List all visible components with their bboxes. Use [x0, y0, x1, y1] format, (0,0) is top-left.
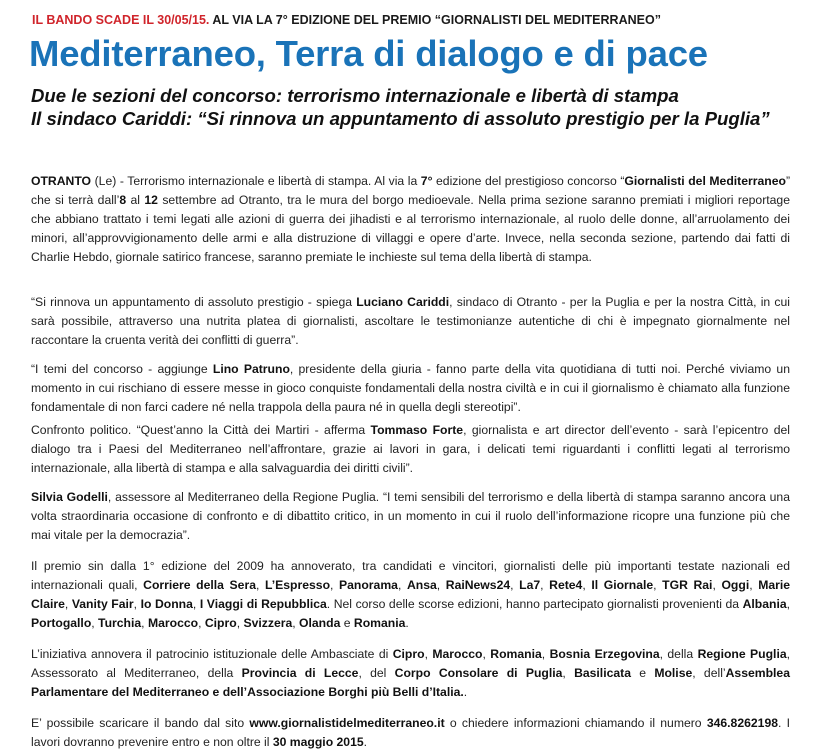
bold-text: Marocco: [432, 647, 483, 661]
text-run: ,: [198, 616, 205, 630]
bold-text: Bosnia Erzegovina: [549, 647, 660, 661]
headline: Mediterraneo, Terra di dialogo e di pace: [29, 33, 708, 74]
text-run: ,: [236, 616, 244, 630]
text-run: e: [340, 616, 354, 630]
bold-text: Rete4: [549, 578, 583, 592]
text-run: ,: [292, 616, 300, 630]
text-run: settembre ad Otranto, tra le mura del borgo medioevale. Nella prima sezione saranno premiati i migliori reportage che abbiano trattato i temi legati alle azioni di guerra dei jihadisti e al terrorismo internazionale, al ruolo delle donne, all’arruolamento dei minori, all’approvvigionamento delle armi e alla distruzione di villaggi e opere d’arte. Invece, nella seconda sezione, partendo dai fatti di Charlie Hebdo, giornale satirico francese, saranno premiate le inchieste sul tema della libertà di stampa.: [31, 193, 790, 264]
kicker-text: AL VIA LA 7° EDIZIONE DEL PREMIO “GIORNALISTI DEL MEDITERRANEO”: [209, 13, 661, 27]
text-run: .: [405, 616, 409, 630]
text-run: .: [363, 735, 368, 749]
bold-text: Svizzera: [243, 616, 293, 630]
bold-text: Marie Claire: [31, 578, 791, 611]
text-run: “Si rinnova un appuntamento di assoluto prestigio - spiega: [31, 295, 357, 309]
text-run: ,: [749, 578, 759, 592]
bold-text: Silvia Godelli: [31, 490, 108, 504]
text-run: “I temi del concorso - aggiunge: [31, 362, 213, 376]
bold-text: 346.8262198: [706, 716, 778, 730]
bold-text: I Viaggi di Repubblica: [199, 597, 327, 611]
bold-text: Marocco: [147, 616, 199, 630]
text-run: , sindaco di Otranto - per la Puglia e per la nostra Città, in cui sarà possibile, attraverso una nutrita platea di giornalisti, ascoltare le testimonianze autentiche di chi è impegnato giornalmente nel raccontare la cruenta verità dei conflitti di guerra”.: [31, 295, 790, 347]
paragraph-patruno-quote: [31, 360, 790, 417]
paragraph-forte-quote: [31, 421, 790, 478]
text-run: ,: [482, 647, 491, 661]
text-run: , dell’: [692, 666, 726, 680]
text-run: ,: [397, 578, 407, 592]
bold-text: www.giornalistidelmediterraneo.it: [249, 716, 445, 730]
bold-text: RaiNews24: [445, 578, 511, 592]
bold-text: Vanity Fair: [71, 597, 134, 611]
text-run: ,: [141, 616, 148, 630]
text-run: ,: [712, 578, 722, 592]
paragraph-patronage: [31, 645, 790, 702]
text-run: L’iniziativa annovera il patrocinio istituzionale delle Ambasciate di: [31, 647, 393, 661]
bold-text: Io Donna: [140, 597, 193, 611]
text-run: (Le) - Terrorismo internazionale e libertà di stampa. Al via la: [91, 174, 421, 188]
text-run: ,: [192, 597, 200, 611]
text-run: ,: [653, 578, 663, 592]
text-run: Confronto politico. “Quest’anno la Città dei Martiri - afferma: [31, 423, 371, 437]
bold-text: Giornalisti del Mediterraneo: [624, 174, 786, 188]
bold-text: Lino Patruno: [212, 362, 290, 376]
text-run: ,: [562, 666, 575, 680]
bold-text: Portogallo: [31, 616, 92, 630]
text-run: . Nel corso delle scorse edizioni, hanno partecipato giornalisti provenienti da: [326, 597, 743, 611]
bold-text: Basilicata: [574, 666, 631, 680]
bold-text: 7°: [420, 174, 433, 188]
text-run: , giornalista e art director dell’evento - sarà l’epicentro del dialogo tra i Paesi del Mediterraneo nell’affrontare, grazie ai lavori in gara, i delicati temi riguardanti i conflitti legati al terrorismo internazionale, alla libertà di stampa e alla salvaguardia dei diritti civili”.: [31, 423, 790, 475]
subheadline-1: Due le sezioni del concorso: terrorismo internazionale e libertà di stampa: [31, 85, 679, 106]
text-run: ,: [582, 578, 592, 592]
text-run: , presidente della giuria - fanno parte della vita quotidiana di tutti noi. Perché viviamo un momento in cui rischiano di essere messe in gioco conquiste fondamentali della nostra civiltà e in cui il giornalismo è chiamato alla funzione fondamentale di non farci cadere né nella trappola della paura né in quella degli stereotipi”.: [31, 362, 790, 414]
bold-text: Cipro: [392, 647, 425, 661]
text-run: . I lavori dovranno prevenire entro e non oltre il: [31, 716, 790, 749]
bold-text: Corpo Consolare di Puglia: [394, 666, 563, 680]
bold-text: OTRANTO: [31, 174, 92, 188]
text-run: ,: [541, 647, 550, 661]
text-run: ,: [424, 647, 433, 661]
text-run: e: [630, 666, 655, 680]
bold-text: Corriere della Sera: [143, 578, 256, 592]
text-run: ,: [510, 578, 520, 592]
text-run: .: [463, 685, 468, 699]
text-run: , del: [358, 666, 395, 680]
paragraph-cariddi-quote: [31, 293, 790, 350]
text-run: ,: [330, 578, 340, 592]
bold-text: 8: [119, 193, 127, 207]
bold-text: Regione Puglia: [697, 647, 787, 661]
text-run: ,: [436, 578, 446, 592]
bold-text: 12: [144, 193, 158, 207]
subheadline-2: Il sindaco Cariddi: “Si rinnova un appuntamento di assoluto prestigio per la Puglia”: [31, 108, 770, 129]
bold-text: TGR Rai: [662, 578, 713, 592]
paragraph-intro: [31, 172, 790, 267]
bold-text: Oggi: [721, 578, 750, 592]
bold-text: Il Giornale: [591, 578, 654, 592]
text-run: ,: [786, 597, 791, 611]
bold-text: Tommaso Forte: [370, 423, 464, 437]
paragraph-contacts: [31, 714, 790, 752]
text-run: , della: [659, 647, 698, 661]
bold-text: Luciano Cariddi: [356, 295, 450, 309]
text-run: ,: [133, 597, 141, 611]
bold-text: Ansa: [406, 578, 437, 592]
bold-text: Olanda: [299, 616, 341, 630]
bold-text: Romania: [490, 647, 542, 661]
deadline-notice: IL BANDO SCADE IL 30/05/15.: [32, 13, 210, 27]
bold-text: L’Espresso: [264, 578, 331, 592]
text-run: ,: [64, 597, 72, 611]
kicker-line: [32, 13, 661, 27]
text-run: Il premio sin dalla 1° edizione del 2009 ha annoverato, tra candidati e vincitori, giornalisti delle più importanti testate nazionali ed internazionali quali,: [31, 559, 790, 592]
bold-text: Cipro: [204, 616, 237, 630]
text-run: o chiedere informazioni chiamando il numero: [444, 716, 707, 730]
bold-text: 30 maggio 2015: [272, 735, 364, 749]
bold-text: Provincia di Lecce: [241, 666, 359, 680]
paragraph-godelli-quote: [31, 488, 790, 545]
text-run: , Assessorato al Mediterraneo, della: [31, 647, 790, 680]
text-run: , assessore al Mediterraneo della Regione Puglia. “I temi sensibili del terrorismo e della libertà di stampa saranno ancora una volta straordinaria occasione di confronto e di dibattito critico, in un momento in cui il ruolo dell’informazione ricopre una funzione più che mai vitale per la democrazia”.: [31, 490, 790, 542]
text-run: ” che si terrà dall’: [31, 174, 790, 207]
bold-text: Romania: [353, 616, 406, 630]
text-run: al: [126, 193, 145, 207]
text-run: ,: [255, 578, 265, 592]
bold-text: Albania: [742, 597, 787, 611]
bold-text: Panorama: [339, 578, 398, 592]
text-run: E’ possibile scaricare il bando dal sito: [31, 716, 250, 730]
text-run: ,: [91, 616, 99, 630]
bold-text: Molise: [654, 666, 693, 680]
bold-text: Assemblea Parlamentare del Mediterraneo e dell’Associazione Borghi più Belli d’Italia.: [31, 666, 790, 699]
bold-text: La7: [519, 578, 541, 592]
text-run: ,: [540, 578, 550, 592]
paragraph-history: [31, 557, 790, 633]
text-run: edizione del prestigioso concorso “: [432, 174, 625, 188]
bold-text: Turchia: [98, 616, 142, 630]
